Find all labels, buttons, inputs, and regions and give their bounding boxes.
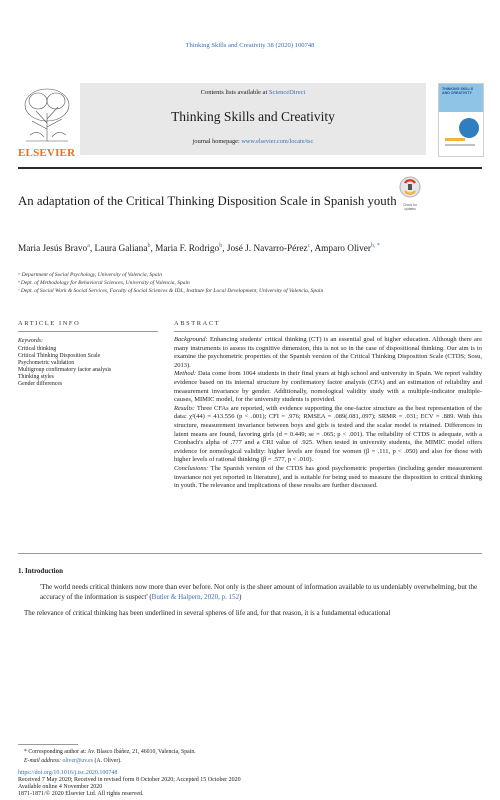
journal-banner: [18, 83, 482, 161]
abstract-results: Results: Three CFAs are reported, with evidence supporting the one-factor structure as the best representation of the data: χ²(44) = 413.556 (p < .001); CFI = .976; RMSEA = .089(.081,.097); SRMR = .031; ECV = .889. With this structure, measurement invariance between boys and girls is tested and the scalar model is retained. Differences in latent means are found, favoring girls (d = 0.449; se = .065; p < .001). The reliability of CTDS is adequate, with a Cronbach's alpha of .777 and a CRI value of .925. When tested in university students, the MIMIC model offers evidence for nomological validity: higher levels are found for women (β = .111, p < .050) and also for those with higher levels of rational thinking (β = .577, p < .010).: [174, 404, 482, 464]
journal-title: Thinking Skills and Creativity: [171, 109, 335, 124]
received-dates: Received 7 May 2020; Received in revised form 8 October 2020; Accepted 15 October 2020: [18, 777, 241, 783]
affiliation-a: ᵃ Department of Social Psychology, University of Valencia, Spain: [18, 272, 162, 278]
article-info-heading: ARTICLE INFO: [18, 320, 81, 327]
journal-cover-thumbnail: [438, 83, 484, 157]
abstract-body: [174, 336, 482, 491]
section-heading-introduction: 1. Introduction: [18, 567, 63, 575]
abstract-heading: ABSTRACT: [174, 320, 221, 327]
doi-link[interactable]: https://doi.org/10.1016/j.tsc.2020.100748: [18, 770, 118, 776]
available-online: Available online 4 November 2020: [18, 784, 103, 790]
journal-header-band: [80, 83, 426, 155]
header-rule: [18, 167, 482, 169]
homepage-prefix: journal homepage:: [192, 138, 242, 145]
intro-paragraph: The relevance of critical thinking has been underlined in several spheres of life and, for that reason, it is a fundamental educational: [24, 609, 391, 617]
article-title: An adaptation of the Critical Thinking Disposition Scale in Spanish youth: [18, 194, 397, 208]
keyword: Psychometric validation: [18, 360, 75, 366]
email-link[interactable]: oliver@uv.es: [62, 758, 93, 764]
author[interactable]: Laura Galiana$^b$: [94, 243, 151, 255]
abstract-bottom-rule: [18, 553, 482, 554]
author[interactable]: Maria Jesús Bravo$^a$: [18, 243, 90, 255]
author-list: Maria Jesús Bravo$^a$, Laura Galiana$^b$, Maria F. Rodrigo$^b$, José J. Navarro-Pérez$^c$, Amparo Oliver$^{b, *}$: [18, 243, 381, 255]
check-updates-icon: [398, 175, 422, 199]
copyright: 1871-1871/© 2020 Elsevier Ltd. All rights reserved.: [18, 791, 144, 797]
abstract-rule: [174, 331, 482, 332]
footnote-rule: [18, 744, 78, 745]
journal-citation[interactable]: Thinking Skills and Creativity 38 (2020) 100748: [185, 42, 315, 49]
check-updates-label: Check for updates: [403, 203, 417, 211]
email-line: E-mail address: oliver@uv.es (A. Oliver).: [24, 758, 122, 764]
cover-title: THINKING SKILLS AND CREATIVITY: [442, 87, 474, 95]
corresponding-author: * Corresponding author at: Av. Blasco Ibáñez, 21, 46010, Valencia, Spain.: [24, 749, 196, 755]
check-for-updates-badge[interactable]: [398, 175, 422, 209]
keyword: Thinking styles: [18, 374, 54, 380]
author[interactable]: José J. Navarro-Pérez$^c$: [226, 243, 311, 255]
keywords-label: Keywords:: [18, 338, 43, 344]
elsevier-tree-logo: [18, 83, 76, 155]
journal-homepage: [80, 138, 426, 145]
keyword: Critical thinking: [18, 346, 57, 352]
affiliation-b: ᵇ Dept. of Methodology for Behavioral Sciences, University of Valencia, Spain: [18, 280, 190, 286]
sciencedirect-link[interactable]: ScienceDirect: [268, 89, 306, 96]
quote-citation-link[interactable]: Butler & Halpern, 2020, p. 152: [151, 593, 240, 601]
contents-line: [80, 89, 426, 96]
abstract-method: Method: Data come from 1064 students in their final years at high school and university in Spain. We report validity evidence based on its internal structure by confirmatory factor analysis (CFA) and an estimation of reliability and measurement invariance by gender. Additionally, nomological validity study with a multiple-indicator multiple-causes, MIMIC model, for the university students is provided.: [174, 370, 482, 404]
keyword: Critical Thinking Disposition Scale: [18, 353, 101, 359]
article-info-rule: [18, 331, 158, 332]
contents-prefix: Contents lists available at: [200, 89, 269, 96]
abstract-background: Background: Enhancing students' critical thinking (CT) is an essential goal of higher education. Although there are many instruments to assess its cognitive dimension, this is not so in the case of dispositional thinking. Our aim is to examine the psychometric properties of the Spanish version of the Critical Thinking Disposition Scale (CTDS; Sosu, 2013).: [174, 336, 482, 369]
homepage-link[interactable]: www.elsevier.com/locate/tsc: [241, 138, 314, 145]
keyword: Multigroup confirmatory factor analysis: [18, 367, 112, 373]
intro-quote: 'The world needs critical thinkers now more than ever before. Not only is the sheer amount of information available to us undeniably overwhelming, but the accuracy of the information is suspect' (Butler & Halpern, 2020, p. 152): [40, 583, 478, 601]
affiliation-c: ᶜ Dept. of Social Work & Social Services, Faculty of Social Sciences & IDL, Institute for Local Development, University of Valencia, Spain: [18, 288, 324, 294]
author[interactable]: Amparo Oliver$^{b, *}$: [314, 243, 381, 255]
author[interactable]: Maria F. Rodrigo$^b$: [155, 243, 223, 255]
publisher-wordmark: ELSEVIER: [18, 147, 76, 159]
keyword: Gender differences: [18, 381, 63, 387]
abstract-conclusions: Conclusions: The Spanish version of the CTDS has good psychometric properties (including gender measurement invariance not yet reported in literature), and is suitable for being used to measure the disposition to critical thinking in youth. The relevance and implications of these results are further discussed.: [174, 464, 482, 490]
